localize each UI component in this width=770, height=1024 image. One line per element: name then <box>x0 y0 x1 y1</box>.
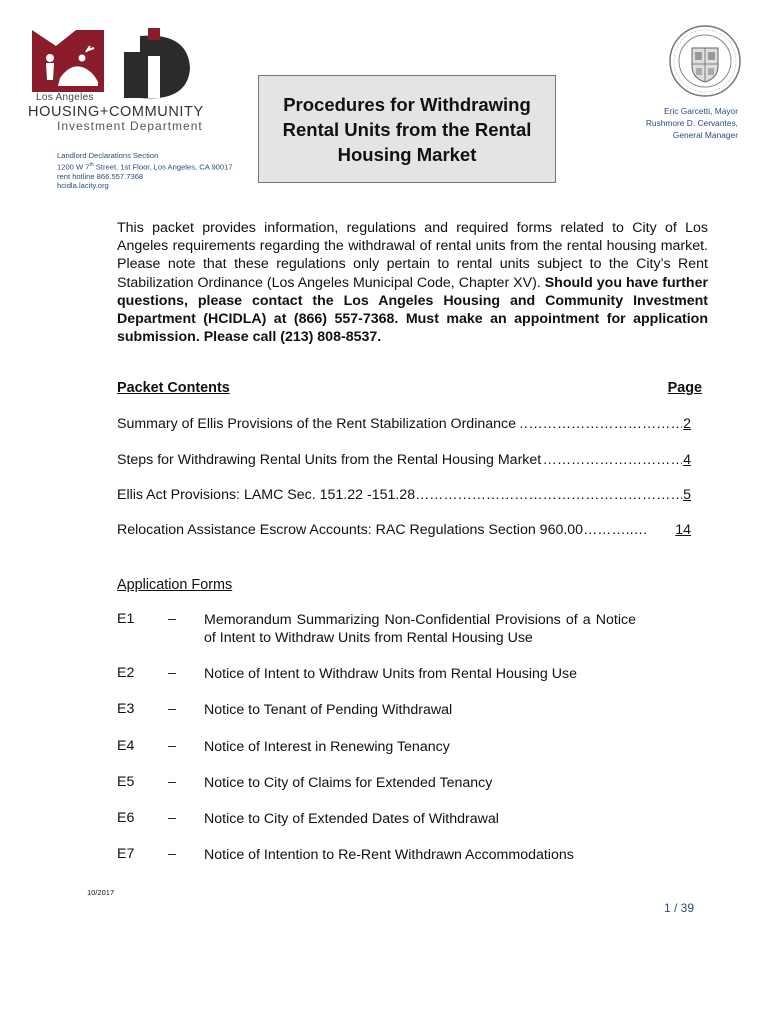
address-website[interactable]: hcidla.lacity.org <box>57 181 109 191</box>
form-code: E2 <box>117 665 135 681</box>
toc-row[interactable] <box>117 416 691 436</box>
intro-contact-text: Should you have further questions, please contact the Los Angeles Housing and Community Investment Department (HCIDLA) at (866) 557-7368. Must make an appointment for application submission. Please call (213) 808-8537. <box>117 274 708 346</box>
toc-row[interactable] <box>117 522 691 542</box>
logo-dept-text: HOUSING+COMMUNITY <box>28 104 204 120</box>
intro-text: This packet provides information, regulations and required forms related to City of Los Angeles requirements regarding the withdrawal of rental units from the rental housing market. Please note that these regulations only pertain to rental units subject to the City’s Rent Stabilization Ordinance (Los Angeles Municipal Code, Chapter XV). <box>117 220 708 291</box>
form-dash: – <box>168 774 176 790</box>
contents-page-heading: Page <box>667 380 702 396</box>
address-block <box>57 151 233 191</box>
form-dash: – <box>168 611 176 627</box>
general-manager-title: General Manager <box>672 130 738 140</box>
toc-page: 2 <box>683 416 691 432</box>
form-title[interactable]: Notice to City of Claims for Extended Tenancy <box>204 775 493 791</box>
officials-block <box>586 105 738 141</box>
form-title[interactable]: Notice of Intent to Withdraw Units from Rental Housing Use <box>204 666 577 682</box>
form-code: E5 <box>117 774 135 790</box>
intro-paragraph <box>117 219 708 346</box>
hcidla-logo <box>28 22 204 134</box>
address-hotline: rent hotline 866.557.7368 <box>57 171 144 181</box>
form-title[interactable]: Notice to City of Extended Dates of Withdrawal <box>204 811 499 827</box>
form-code: E1 <box>117 611 135 627</box>
title-box <box>258 75 556 183</box>
toc-row[interactable] <box>117 487 691 507</box>
city-seal-icon <box>668 24 742 98</box>
mayor-name: Eric Garcetti, Mayor <box>664 106 738 116</box>
form-dash: – <box>168 665 176 681</box>
logo-dept-subtext: Investment Department <box>57 119 203 133</box>
form-code: E6 <box>117 810 135 826</box>
toc-page: 4 <box>683 452 691 468</box>
toc-label: Relocation Assistance Escrow Accounts: RAC Regulations Section 960.00………..… <box>117 522 648 538</box>
form-code: E7 <box>117 846 135 862</box>
form-code: E4 <box>117 738 135 754</box>
toc-page: 14 <box>675 522 691 538</box>
form-title[interactable]: Notice of Interest in Renewing Tenancy <box>204 739 450 755</box>
form-code: E3 <box>117 701 135 717</box>
form-dash: – <box>168 810 176 826</box>
toc-row[interactable] <box>117 452 691 472</box>
form-title[interactable]: Memorandum Summarizing Non-Confidential Provisions of a Notice of Intent to Withdraw Units from Rental Housing Use <box>204 612 636 647</box>
address-section: Landlord Declarations Section <box>57 151 159 160</box>
contents-heading: Packet Contents <box>117 380 230 396</box>
form-title[interactable]: Notice to Tenant of Pending Withdrawal <box>204 702 453 718</box>
footer-date: 10/2017 <box>87 888 115 897</box>
toc-label: Summary of Ellis Provisions of the Rent Stabilization Ordinance <box>117 416 517 432</box>
page-indicator: 1 / 39 <box>664 901 695 915</box>
toc-label: Ellis Act Provisions: LAMC Sec. 151.22 -151.28 <box>117 487 416 503</box>
forms-heading: Application Forms <box>117 577 233 593</box>
form-title[interactable]: Notice of Intention to Re-Rent Withdrawn Accommodations <box>204 847 574 863</box>
form-dash: – <box>168 701 176 717</box>
form-dash: – <box>168 846 176 862</box>
general-manager-name: Rushmore D. Cervantes, <box>645 118 738 128</box>
toc-label: Steps for Withdrawing Rental Units from the Rental Housing Market <box>117 452 542 468</box>
logo-city-text: Los Angeles <box>36 92 94 103</box>
page-title: Procedures for Withdrawing Rental Units from the Rental Housing Market <box>282 94 532 165</box>
address-street: 1200 W 7th Street, 1st Floor, Los Angeles, CA 90017 <box>57 161 233 172</box>
form-dash: – <box>168 738 176 754</box>
toc-page: 5 <box>683 487 691 503</box>
